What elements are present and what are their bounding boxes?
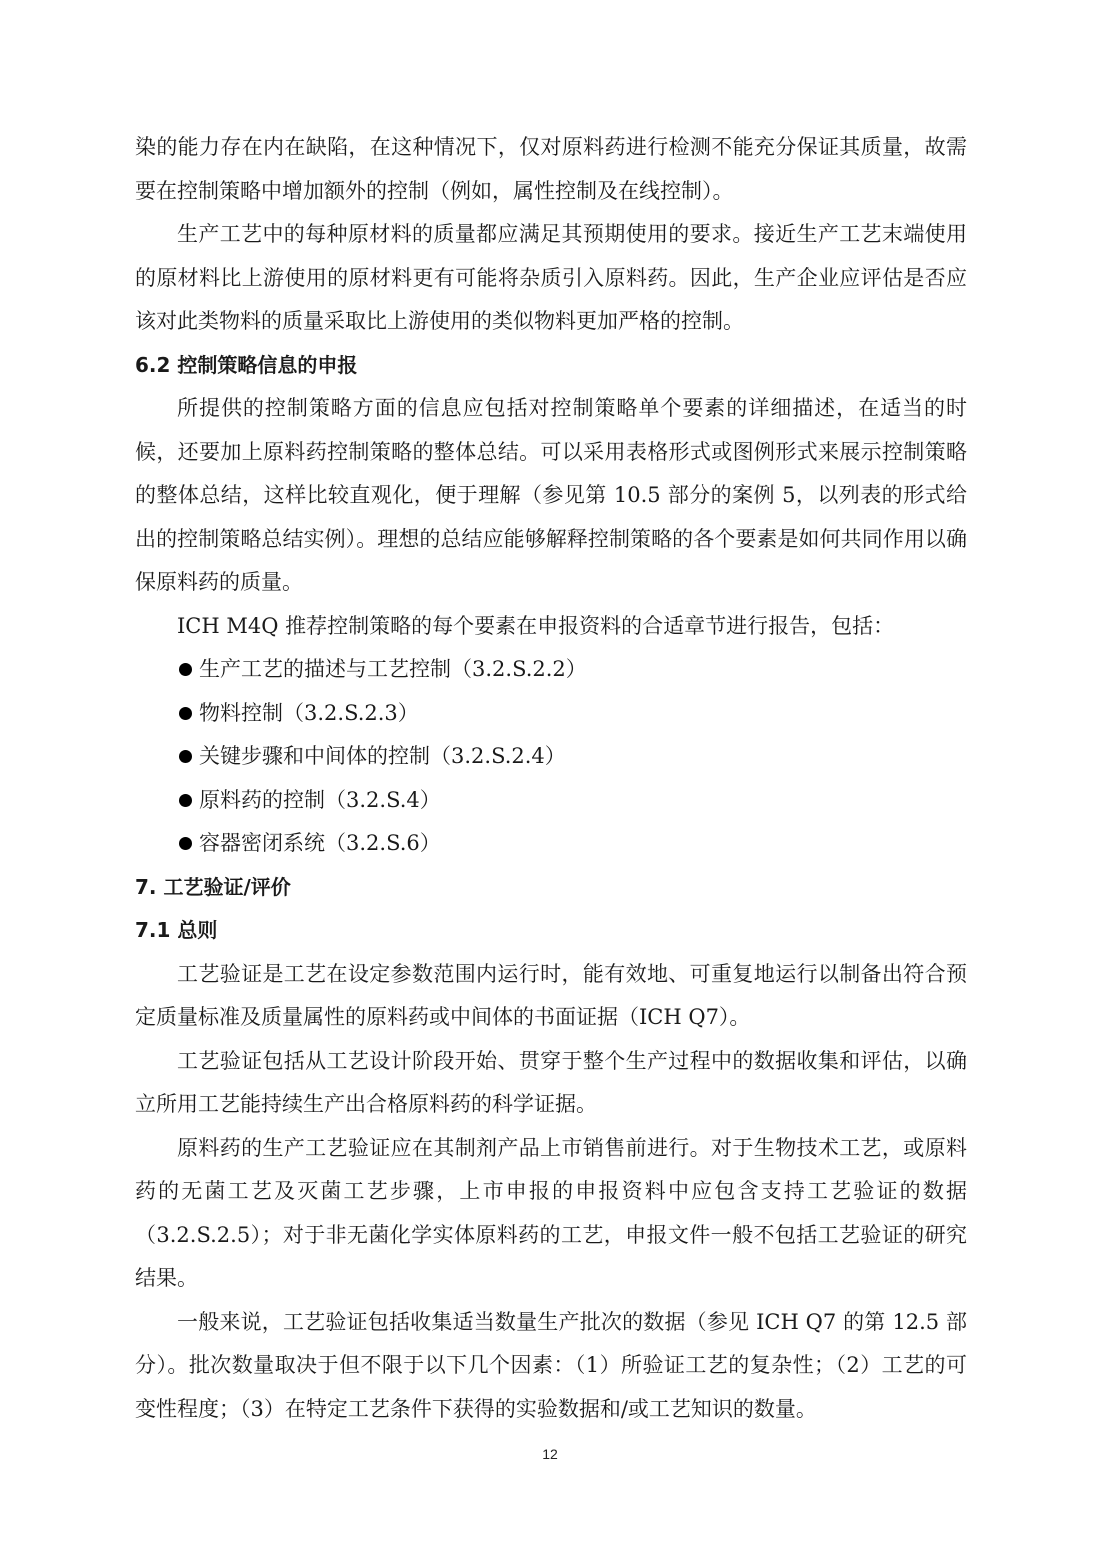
section-heading-7-1: 7.1 总则 bbox=[135, 918, 218, 942]
list-item bbox=[135, 779, 967, 823]
paragraph-process-validation-definition: 工艺验证是工艺在设定参数范围内运行时，能有效地、可重复地运行以制备出符合预定质量标准及质量属性的原料药或中间体的书面证据（ICH Q7）。 bbox=[135, 961, 967, 1029]
list-item-text: 物料控制（3.2.S.2.3） bbox=[199, 700, 419, 725]
list-item bbox=[135, 822, 967, 866]
bullet-list bbox=[135, 648, 967, 866]
list-item-text: 关键步骤和中间体的控制（3.2.S.2.4） bbox=[199, 744, 566, 768]
document-body bbox=[135, 126, 967, 1431]
page-number: 12 bbox=[542, 1446, 558, 1462]
bullet-icon bbox=[179, 707, 192, 720]
list-item bbox=[135, 648, 967, 692]
bullet-icon bbox=[179, 750, 192, 763]
list-item-text: 原料药的控制（3.2.S.4） bbox=[199, 787, 441, 812]
bullet-icon bbox=[179, 794, 192, 807]
paragraph-raw-materials: 生产工艺中的每种原材料的质量都应满足其预期使用的要求。接近生产工艺末端使用的原材料比上游使用的原材料更有可能将杂质引入原料药。因此，生产企业应评估是否应该对此类物料的质量采取比上游使用的类似物料更加严格的控制。 bbox=[135, 222, 967, 333]
paragraph-ich-m4q: ICH M4Q 推荐控制策略的每个要素在申报资料的合适章节进行报告，包括： bbox=[177, 613, 895, 638]
bullet-icon bbox=[179, 663, 192, 676]
section-heading-7: 7. 工艺验证/评价 bbox=[135, 874, 291, 899]
list-item bbox=[135, 735, 967, 779]
paragraph-process-validation-scope: 工艺验证包括从工艺设计阶段开始、贯穿于整个生产过程中的数据收集和评估，以确立所用工艺能持续生产出合格原料药的科学证据。 bbox=[135, 1048, 967, 1116]
list-item-text: 生产工艺的描述与工艺控制（3.2.S.2.2） bbox=[199, 657, 587, 681]
paragraph-continuation: 染的能力存在内在缺陷，在这种情况下，仅对原料药进行检测不能充分保证其质量，故需要在控制策略中增加额外的控制（例如，属性控制及在线控制）。 bbox=[135, 135, 967, 203]
paragraph-process-validation-timing: 原料药的生产工艺验证应在其制剂产品上市销售前进行。对于生物技术工艺，或原料药的无菌工艺及灭菌工艺步骤，上市申报的申报资料中应包含支持工艺验证的数据（3.2.S.2.5）；对于非无菌化学实体原料药的工艺，申报文件一般不包括工艺验证的研究结果。 bbox=[135, 1135, 967, 1290]
list-item-text: 容器密闭系统（3.2.S.6） bbox=[199, 831, 441, 855]
paragraph-batch-number: 一般来说，工艺验证包括收集适当数量生产批次的数据（参见 ICH Q7 的第 12.5 部分）。批次数量取决于但不限于以下几个因素：（1）所验证工艺的复杂性；（2）工艺的可变性程度；（3）在特定工艺条件下获得的实验数据和/或工艺知识的数量。 bbox=[135, 1309, 967, 1421]
bullet-icon bbox=[179, 837, 192, 850]
list-item bbox=[135, 692, 967, 736]
section-heading-6-2: 6.2 控制策略信息的申报 bbox=[135, 352, 358, 377]
paragraph-control-strategy-info: 所提供的控制策略方面的信息应包括对控制策略单个要素的详细描述，在适当的时候，还要加上原料药控制策略的整体总结。可以采用表格形式或图例形式来展示控制策略的整体总结，这样比较直观化，便于理解（参见第 10.5 部分的案例 5，以列表的形式给出的控制策略总结实例）。理想的总结应能够解释控制策略的各个要素是如何共同作用以确保原料药的质量。 bbox=[135, 396, 967, 594]
